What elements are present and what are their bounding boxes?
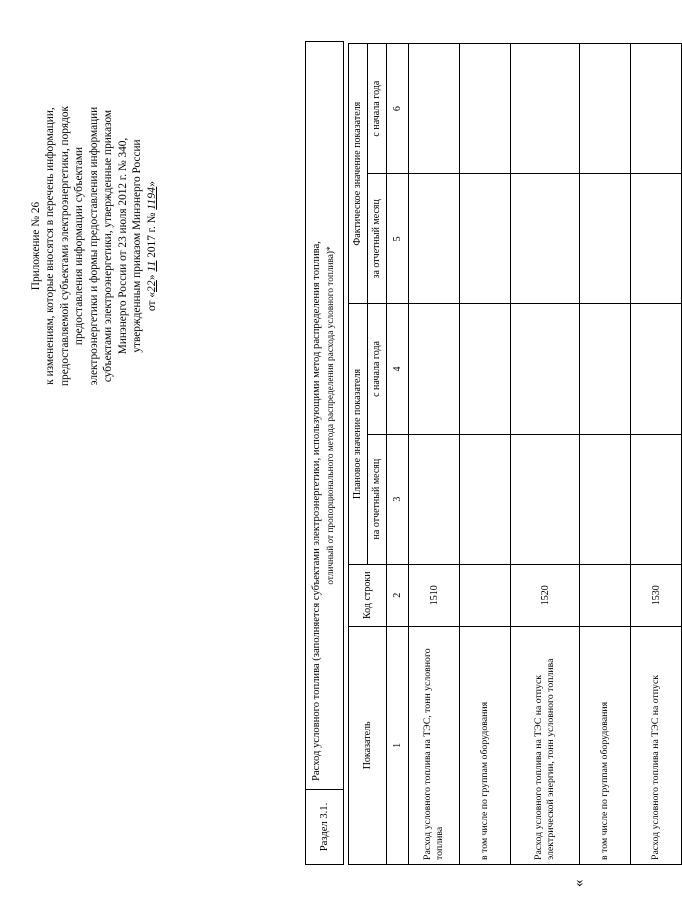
row-plan-month[interactable]: [580, 434, 631, 564]
row-fact-month[interactable]: [460, 173, 511, 303]
table-row: [511, 43, 580, 864]
appendix-line-8: утвержденным приказом Минэнерго России: [131, 138, 144, 353]
appendix-line-5: электроэнергетики и формы предоставления информации: [87, 106, 100, 385]
appendix-title: Приложение № 26: [30, 201, 42, 290]
row-plan-ytd[interactable]: [580, 303, 631, 433]
row-plan-ytd[interactable]: [409, 303, 460, 433]
row-indicator: в том числе по группам оборудования: [580, 626, 631, 864]
section-title-text: Расход условного топлива (заполняется субъектами электроэнергетики, использующими метод распределения топлива,: [311, 240, 322, 781]
row-code: 1530: [631, 564, 682, 626]
row-fact-month[interactable]: [580, 173, 631, 303]
table-row: [631, 43, 682, 864]
approval-day: 22: [145, 279, 158, 292]
column-number-5: 5: [387, 173, 409, 303]
table-row: [460, 43, 511, 864]
row-code: [580, 564, 631, 626]
row-code: 1510: [409, 564, 460, 626]
approval-line: [145, 31, 159, 461]
row-plan-month[interactable]: [460, 434, 511, 564]
row-plan-ytd[interactable]: [631, 303, 682, 433]
section-label: Раздел 3.1.: [306, 789, 343, 864]
section-heading-row: [305, 41, 344, 865]
header-code: Код строки: [349, 564, 387, 626]
row-plan-ytd[interactable]: [460, 303, 511, 433]
approval-month: 11: [145, 260, 158, 272]
column-number-4: 4: [387, 303, 409, 433]
row-code: 1520: [511, 564, 580, 626]
appendix-line-6: субъектами электроэнергетики, утвержденные приказом: [102, 109, 115, 382]
header-fact-ytd: с начала года: [368, 43, 387, 173]
row-fact-month[interactable]: [511, 173, 580, 303]
rotated-page-content: [15, 13, 662, 893]
header-fact-group: Фактическое значение показателя: [349, 43, 368, 303]
row-plan-month[interactable]: [511, 434, 580, 564]
section-title-cell: [306, 42, 343, 789]
row-plan-month[interactable]: [409, 434, 460, 564]
approval-year: 2017 г. №: [145, 209, 158, 261]
row-fact-ytd[interactable]: [631, 43, 682, 173]
section-subtitle-text: отличный от пропорционального метода распределения расхода условного топлива)*: [326, 245, 337, 585]
header-fact-month: за отчетный месяц: [368, 173, 387, 303]
header-plan-ytd: с начала года: [368, 303, 387, 433]
appendix-header: [29, 31, 159, 461]
row-fact-ytd[interactable]: [409, 43, 460, 173]
row-fact-month[interactable]: [409, 173, 460, 303]
table-column-numbers-row: [387, 43, 409, 864]
row-indicator: Расход условного топлива на ТЭС на отпуск: [631, 626, 682, 864]
row-indicator: Расход условного топлива на ТЭС, тонн условного топлива: [409, 626, 460, 864]
appendix-line-2: к изменениям, которые вносятся в перечень информации,: [44, 106, 57, 385]
approval-number: 1194: [145, 186, 158, 210]
row-plan-month[interactable]: [631, 434, 682, 564]
table-header-row-1: [349, 43, 368, 864]
row-fact-month[interactable]: [631, 173, 682, 303]
header-indicator: Показатель: [349, 626, 387, 864]
column-number-6: 6: [387, 43, 409, 173]
row-fact-ytd[interactable]: [580, 43, 631, 173]
column-number-2: 2: [387, 564, 409, 626]
row-code: [460, 564, 511, 626]
column-number-3: 3: [387, 434, 409, 564]
appendix-line-4: предоставления информации субъектами: [73, 146, 86, 345]
row-fact-ytd[interactable]: [460, 43, 511, 173]
column-number-1: 1: [387, 626, 409, 864]
row-indicator: Расход условного топлива на ТЭС на отпуск электрической энергии, тонн условного топлива: [511, 626, 580, 864]
table-row: [580, 43, 631, 864]
row-plan-ytd[interactable]: [511, 303, 580, 433]
leading-quote: «: [571, 879, 587, 887]
appendix-line-7: Минэнерго России от 23 июля 2012 г. № 340,: [116, 137, 129, 354]
fuel-consumption-table: [348, 43, 682, 865]
header-plan-month: на отчетный месяц: [368, 434, 387, 564]
row-fact-ytd[interactable]: [511, 43, 580, 173]
appendix-line-3: предоставляемой субъектами электроэнергетики, порядок: [58, 105, 71, 386]
approval-suffix: »: [145, 180, 158, 187]
row-indicator: в том числе по группам оборудования: [460, 626, 511, 864]
table-row: [409, 43, 460, 864]
header-plan-group: Плановое значение показателя: [349, 303, 368, 563]
approval-prefix: от «: [145, 291, 158, 311]
approval-mid: »: [145, 271, 158, 280]
